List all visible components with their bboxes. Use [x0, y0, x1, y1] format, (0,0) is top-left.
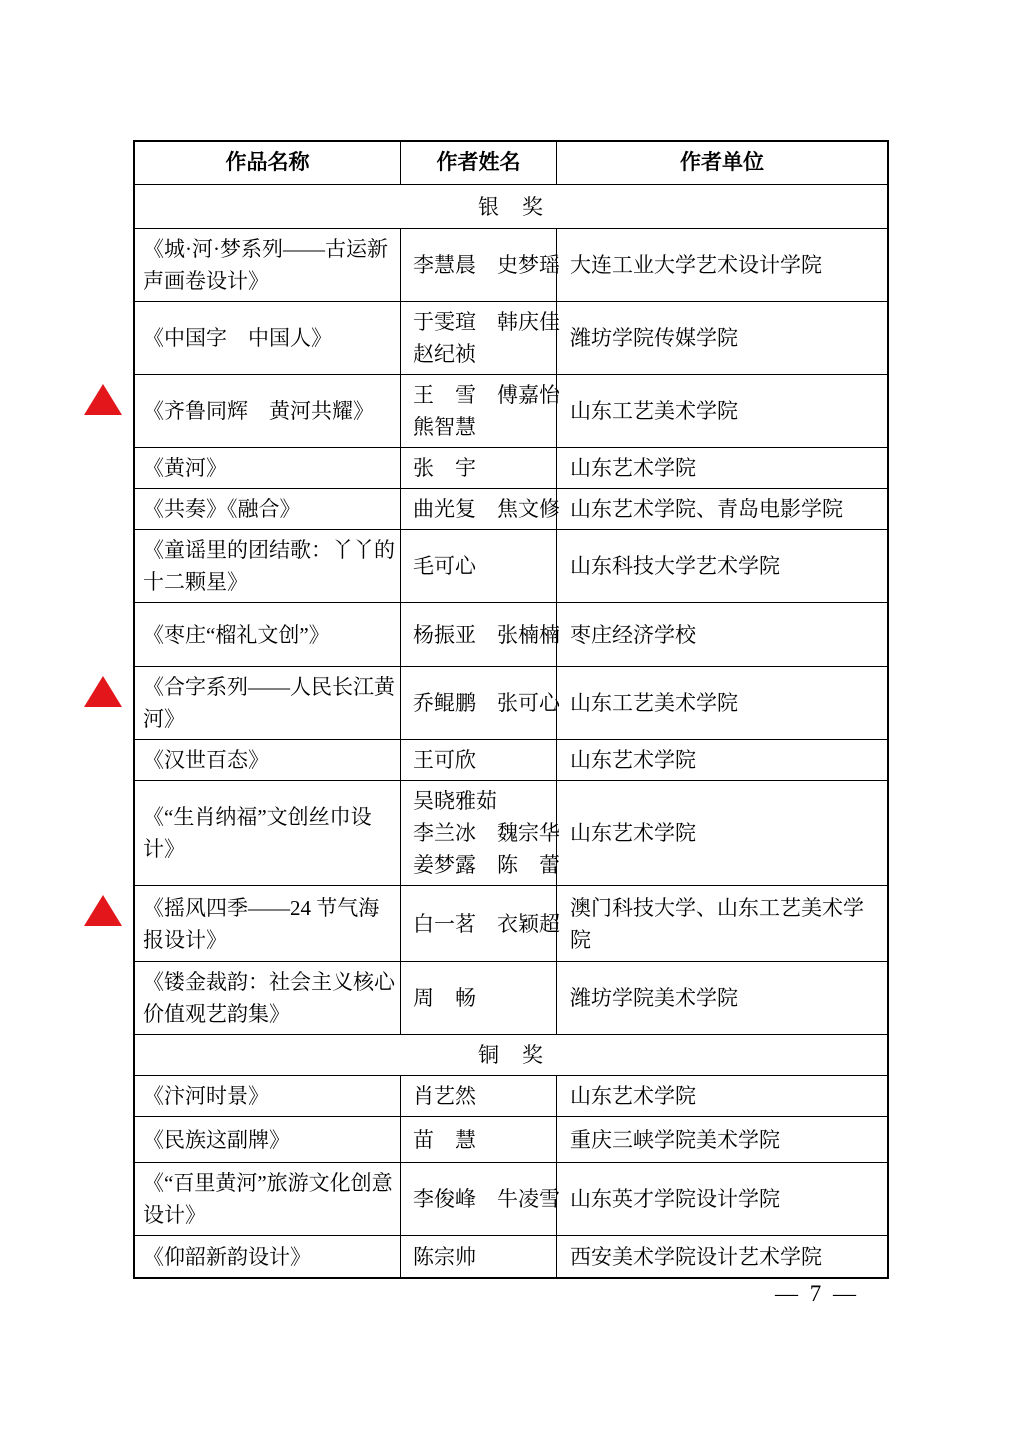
author-names: [401, 1117, 557, 1162]
author-names: [401, 448, 557, 488]
work-title: 《“百里黄河”旅游文化创意设计》: [135, 1163, 401, 1235]
work-title: 《仰韶新韵设计》: [135, 1236, 401, 1277]
author-org: 山东工艺美术学院: [570, 399, 738, 423]
author-org: 山东艺术学院: [570, 821, 696, 845]
author-line: 毛可心: [413, 554, 476, 578]
author-org: 西安美术学院设计艺术学院: [570, 1244, 822, 1269]
author-line: 姜梦露 陈 蕾: [413, 853, 560, 877]
page-number: — 7 —: [775, 1281, 859, 1306]
table-row: [135, 488, 887, 529]
table-row: [135, 780, 887, 885]
work-title: 《童谣里的团结歌：丫丫的十二颗星》: [135, 530, 401, 602]
author-org: 枣庄经济学校: [570, 622, 696, 647]
author-names: [401, 781, 560, 885]
table-row: [135, 739, 887, 780]
table-row: [135, 961, 887, 1034]
author-line: 李兰冰 魏宗华: [413, 821, 560, 845]
red-triangle-marker-icon: [84, 895, 122, 926]
work-title: 《合字系列——人民长江黄河》: [135, 667, 401, 739]
section-label: 银 奖: [478, 194, 544, 219]
table-row: [135, 1235, 887, 1277]
table-row: [135, 301, 887, 374]
author-names: [401, 603, 560, 666]
author-line: 李俊峰 牛凌雪: [413, 1187, 560, 1211]
author-line: 赵纪祯: [413, 342, 476, 366]
work-title: 《齐鲁同辉 黄河共耀》: [135, 375, 401, 447]
author-names: [401, 886, 560, 961]
author-names: [401, 530, 557, 602]
author-names: [401, 667, 560, 739]
table-row: [135, 1075, 887, 1116]
author-names: [401, 229, 560, 301]
column-header-author-org: 作者单位: [680, 151, 764, 174]
author-names: [401, 962, 557, 1034]
work-title: 《中国字 中国人》: [135, 302, 401, 374]
author-line: 肖艺然: [413, 1084, 476, 1108]
author-names: [401, 1076, 557, 1116]
author-names: [401, 302, 560, 374]
author-org: 山东艺术学院: [570, 1084, 696, 1108]
author-org: 山东艺术学院: [570, 748, 696, 772]
author-org: 澳门科技大学、山东工艺美术学院: [570, 895, 864, 952]
table-row: [135, 374, 887, 447]
author-line: 曲光复 焦文修: [413, 497, 560, 521]
author-line: 周 畅: [413, 986, 476, 1010]
author-names: [401, 375, 560, 447]
author-org: 山东英才学院设计学院: [570, 1187, 780, 1211]
red-triangle-marker-icon: [84, 384, 122, 415]
table-header-row: [135, 142, 887, 184]
column-header-author-name: 作者姓名: [401, 142, 557, 184]
author-line: 王 雪 傅嘉怡: [413, 383, 560, 407]
author-org: 潍坊学院传媒学院: [570, 326, 738, 350]
red-triangle-marker-icon: [84, 676, 122, 707]
author-line: 苗 慧: [413, 1127, 476, 1152]
author-line: 杨振亚 张楠楠: [413, 622, 560, 647]
table-row: [135, 666, 887, 739]
author-org: 重庆三峡学院美术学院: [570, 1127, 780, 1152]
table-row: [135, 885, 887, 961]
author-org: 大连工业大学艺术设计学院: [570, 253, 822, 277]
work-title: 《“生肖纳福”文创丝巾设计》: [135, 781, 401, 885]
work-title: 《汴河时景》: [135, 1076, 401, 1116]
table-row: [135, 529, 887, 602]
column-header-work-title: 作品名称: [135, 142, 401, 184]
section-label-row-silver: [135, 184, 887, 228]
section-label: 铜 奖: [478, 1043, 544, 1067]
work-title: 《摇风四季——24 节气海报设计》: [135, 886, 401, 961]
author-line: 陈宗帅: [413, 1244, 476, 1269]
author-org: 山东艺术学院: [570, 456, 696, 480]
author-org: 山东工艺美术学院: [570, 691, 738, 715]
author-line: 白一茗 衣颖超: [413, 911, 560, 936]
author-names: [401, 1163, 560, 1235]
author-line: 熊智慧: [413, 415, 476, 439]
section-label-row-bronze: [135, 1034, 887, 1075]
work-title: 《镂金裁韵：社会主义核心价值观艺韵集》: [135, 962, 401, 1034]
work-title: 《黄河》: [135, 448, 401, 488]
author-line: 王可欣: [413, 748, 476, 772]
author-line: 乔鲲鹏 张可心: [413, 691, 560, 715]
author-org: 潍坊学院美术学院: [570, 986, 738, 1010]
author-names: [401, 489, 560, 529]
work-title: 《共奏》《融合》: [135, 489, 401, 529]
work-title: 《汉世百态》: [135, 740, 401, 780]
author-line: 于雯瑄 韩庆佳: [413, 310, 560, 334]
table-row: [135, 1162, 887, 1235]
author-names: [401, 1236, 557, 1277]
work-title: 《民族这副牌》: [135, 1117, 401, 1162]
table-row: [135, 447, 887, 488]
author-line: 吴晓雅茹: [413, 789, 497, 813]
author-org: 山东艺术学院、青岛电影学院: [570, 497, 843, 521]
table-row: [135, 1116, 887, 1162]
author-org: 山东科技大学艺术学院: [570, 554, 780, 578]
author-names: [401, 740, 557, 780]
work-title: 《城·河·梦系列——古运新声画卷设计》: [135, 229, 401, 301]
table-row: [135, 602, 887, 666]
awards-table: [133, 140, 889, 1279]
author-line: 李慧晨 史梦瑶: [413, 253, 560, 277]
table-row: [135, 228, 887, 301]
work-title: 《枣庄“榴礼文创”》: [135, 603, 401, 666]
author-line: 张 宇: [413, 456, 476, 480]
